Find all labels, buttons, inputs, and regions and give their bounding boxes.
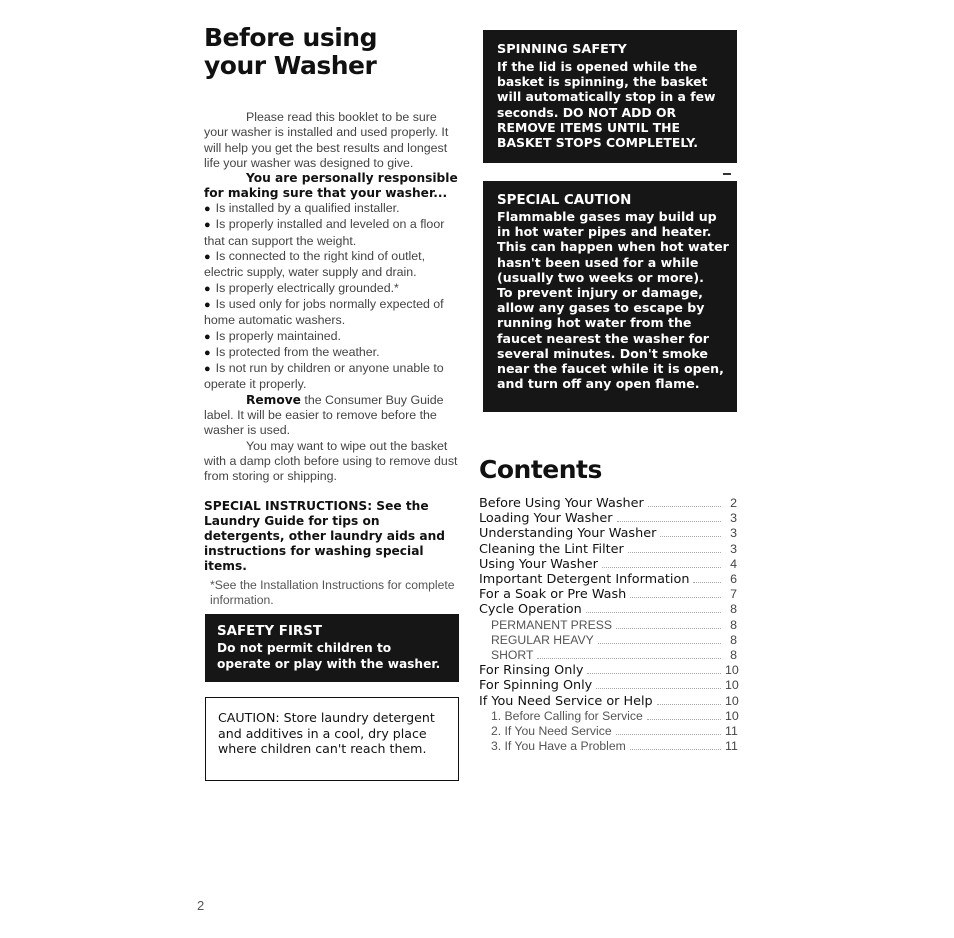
bullet-icon: ● (204, 363, 211, 376)
toc-entry-page: 3 (730, 541, 737, 556)
bullet-icon: ● (204, 219, 211, 232)
toc-leader (586, 612, 721, 613)
toc-entry-page: 10 (725, 693, 739, 708)
toc-leader (616, 734, 721, 735)
toc-entry-label: For Spinning Only (479, 678, 593, 694)
spinning-safety-box (483, 30, 737, 163)
intro-paragraph: Please read this booklet to be sure your washer is installed and used properly. It will help you get the best results and longest life your washer was designed to give. (204, 110, 449, 170)
toc-leader (617, 521, 721, 522)
toc-leader (598, 643, 721, 644)
toc-entry (479, 496, 737, 511)
toc-leader (630, 749, 721, 750)
toc-entry-page: 8 (730, 632, 737, 647)
toc-entry-page: 10 (725, 663, 739, 678)
bullet-icon: ● (204, 298, 211, 311)
special-caution-paragraph-2: To prevent injury or damage, allow any gases to escape by running hot water from the faucet nearest the washer for several minutes. Don't smoke near the faucet while it is open, and turn off any open flame. (497, 285, 724, 392)
bullet-icon: ● (204, 330, 211, 343)
toc-leader (616, 628, 721, 629)
divider (723, 173, 731, 175)
page-title (204, 24, 458, 80)
bullet-icon: ● (204, 251, 211, 264)
toc-leader (648, 506, 721, 507)
toc-leader (630, 597, 721, 598)
toc-entry-label: Cycle Operation (479, 602, 582, 618)
special-caution-paragraph-1: Flammable gases may build up in hot water pipes and heater. This can happen when hot water hasn't been used for a while (usually two weeks or more). (497, 209, 729, 285)
toc-entry (479, 678, 737, 693)
toc-entry-label: Understanding Your Washer (479, 526, 657, 542)
toc-entry-page: 10 (725, 678, 739, 693)
toc-entry-page: 11 (725, 724, 738, 739)
toc-entry-page: 8 (730, 602, 737, 617)
detergent-caution-box (205, 697, 459, 781)
special-caution-box (483, 181, 737, 412)
spinning-safety-text: If the lid is opened while the basket is spinning, the basket will automatically stop in a few seconds. DO NOT ADD OR REMOVE ITEMS UNTIL THE BASKET STOPS COMPLETELY. (497, 59, 716, 151)
toc-entry-page: 3 (730, 511, 737, 526)
toc-leader (657, 704, 721, 705)
toc-entry-label: 2. If You Need Service (491, 724, 612, 739)
wipe-basket-paragraph: You may want to wipe out the basket with a damp cloth before using to remove dust from storing or shipping. (204, 438, 458, 484)
list-item: ● Is properly electrically grounded.* (204, 280, 399, 295)
spinning-safety-warning: DO NOT ADD OR REMOVE ITEMS UNTIL THE BASKET STOPS COMPLETELY. (497, 104, 698, 151)
toc-entry-label: For Rinsing Only (479, 663, 584, 679)
toc-leader (602, 567, 721, 568)
toc-entry-label: SHORT (491, 648, 534, 663)
toc-entry-label: REGULAR HEAVY (491, 632, 594, 647)
toc-entry-page: 3 (730, 526, 737, 541)
toc-entry (479, 648, 737, 663)
toc-entry-label: Loading Your Washer (479, 511, 613, 527)
toc-entry-page: 10 (725, 708, 739, 723)
toc-entry-label: For a Soak or Pre Wash (479, 587, 627, 603)
toc-leader (628, 552, 721, 553)
toc-entry (479, 542, 737, 557)
toc-entry-label: 1. Before Calling for Service (491, 708, 643, 723)
toc-entry-page: 6 (730, 572, 737, 587)
remove-text: the Consumer Buy Guide label. It will be easier to remove before the washer is used. (204, 392, 444, 438)
footnote: *See the Installation Instructions for complete information. (210, 577, 455, 607)
toc-entry-page: 8 (730, 648, 737, 663)
bullet-icon: ● (204, 346, 211, 359)
toc-entry (479, 587, 737, 602)
toc-entry-label: Using Your Washer (479, 556, 598, 572)
toc-leader (587, 673, 721, 674)
left-column (204, 24, 458, 608)
bullet-icon: ● (204, 282, 211, 295)
list-item: ● Is installed by a qualified installer. (204, 201, 400, 216)
toc-entry-page: 2 (730, 496, 737, 510)
toc-leader (647, 719, 721, 720)
special-instructions: SPECIAL INSTRUCTIONS: See the Laundry Guide for tips on detergents, other laundry aids and instructions for washing special items. (204, 498, 446, 573)
toc-leader (596, 688, 721, 689)
toc-entry (479, 724, 737, 739)
toc-entry-page: 11 (725, 739, 738, 754)
toc-entry (479, 526, 737, 541)
bullet-icon: ● (204, 203, 211, 216)
toc-entry (479, 663, 737, 678)
toc-entry-page: 7 (730, 587, 737, 602)
list-item: ● Is not run by children or anyone unable to operate it properly. (204, 361, 444, 392)
table-of-contents (479, 455, 737, 754)
responsibility-heading: You are personally responsible for making sure that your washer... (204, 171, 458, 201)
toc-entry-page: 4 (730, 556, 737, 571)
toc-entry (479, 633, 737, 648)
toc-entry-label: 3. If You Have a Problem (491, 739, 626, 754)
toc-entry (479, 511, 737, 526)
remove-keyword: Remove (246, 392, 301, 407)
toc-leader (660, 536, 721, 537)
toc-entry (479, 618, 737, 633)
safety-first-box (205, 614, 459, 682)
title-line-2: your Washer (204, 51, 377, 80)
remove-label-paragraph (204, 393, 458, 439)
toc-entry (479, 602, 737, 617)
toc-entry (479, 572, 737, 587)
toc-entry-label: Important Detergent Information (479, 572, 690, 588)
list-item: ● Is used only for jobs normally expected of home automatic washers. (204, 296, 444, 328)
list-item: ● Is connected to the right kind of outlet, electric supply, water supply and drain. (204, 249, 426, 280)
toc-list (479, 496, 737, 754)
list-item: ● Is properly installed and leveled on a floor that can support the weight. (204, 217, 445, 248)
toc-leader (537, 658, 721, 659)
toc-leader (693, 582, 721, 583)
toc-entry (479, 694, 737, 709)
toc-entry-page: 8 (730, 617, 737, 632)
toc-entry-label: Before Using Your Washer (479, 496, 644, 511)
toc-entry (479, 709, 737, 724)
special-caution-heading: SPECIAL CAUTION (497, 193, 632, 208)
list-item: ● Is properly maintained. (204, 328, 342, 343)
detergent-caution-text: CAUTION: Store laundry detergent and additives in a cool, dry place where children can't reach them. (218, 710, 435, 756)
contents-title: Contents (479, 455, 602, 484)
toc-entry-label: Cleaning the Lint Filter (479, 541, 624, 557)
page-number: 2 (197, 898, 205, 913)
responsibility-list (204, 201, 458, 393)
safety-first-heading: SAFETY FIRST (217, 624, 323, 639)
safety-first-text: Do not permit children to operate or play with the washer. (217, 641, 441, 671)
toc-entry-label: PERMANENT PRESS (491, 617, 612, 632)
toc-entry-label: If You Need Service or Help (479, 693, 653, 709)
toc-entry (479, 739, 737, 754)
toc-entry (479, 557, 737, 572)
title-line-1: Before using (204, 23, 377, 52)
list-item: ● Is protected from the weather. (204, 344, 380, 359)
spinning-safety-heading: SPINNING SAFETY (497, 42, 627, 57)
